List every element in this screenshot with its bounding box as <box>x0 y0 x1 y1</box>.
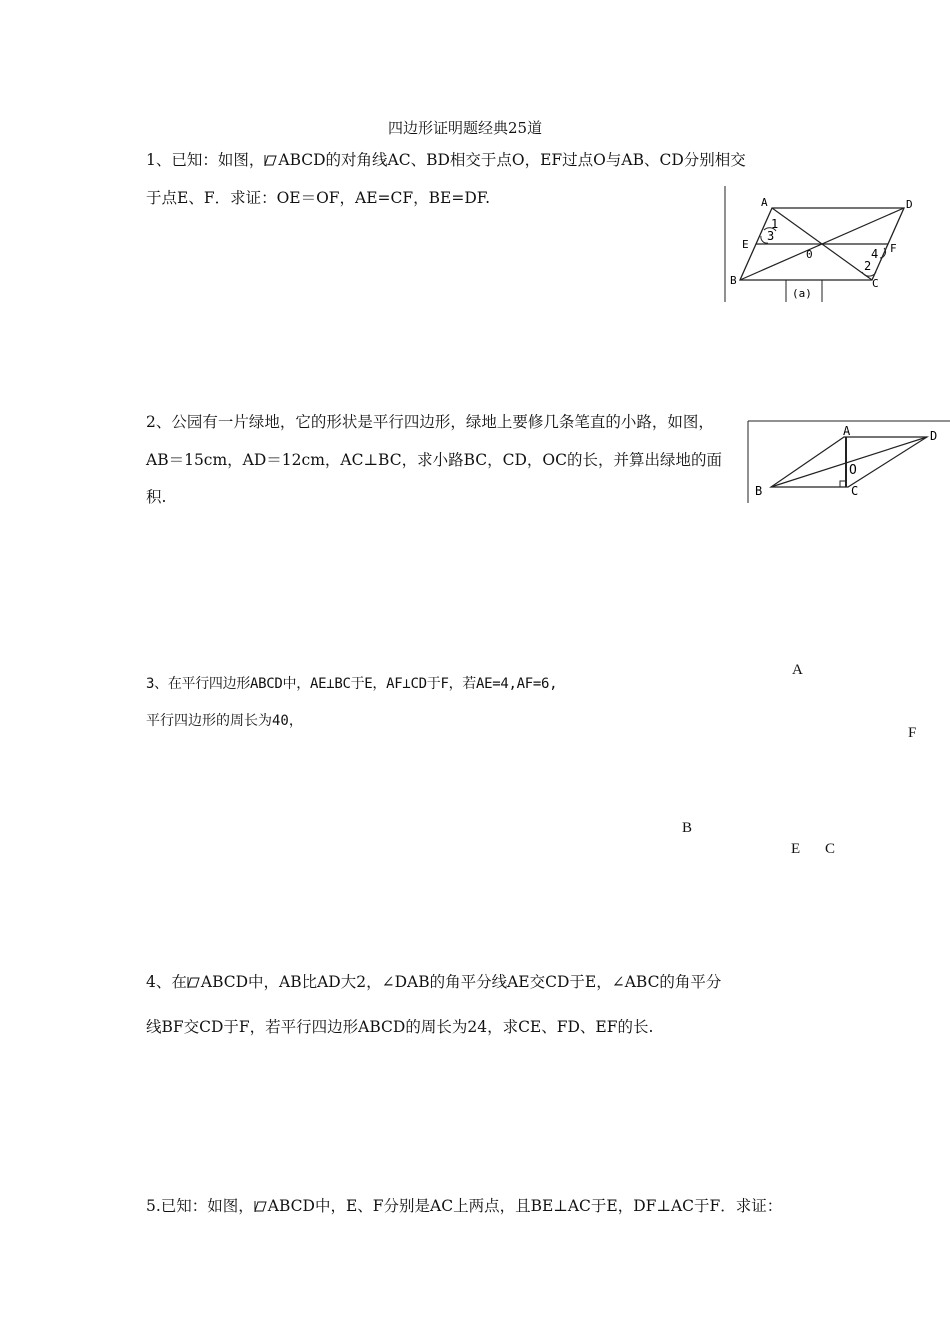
fig1-angle-2: 2 <box>864 259 872 273</box>
fig1-label-B: B <box>730 274 737 287</box>
problem-1-line-2: 于点E、F．求证：OE＝OF，AE=CF，BE=DF. <box>146 189 491 207</box>
figure-2-parallelogram <box>747 419 950 503</box>
parallelogram-icon <box>254 1197 267 1208</box>
fig2-label-A: A <box>843 424 851 438</box>
page-title: 四边形证明题经典25道 <box>388 119 543 137</box>
problem-3-line-2: 平行四边形的周长为40， <box>146 713 303 729</box>
p3-label-E: E <box>791 841 801 857</box>
problem-5-prefix: 5.已知：如图， <box>146 1197 254 1215</box>
fig1-angle-1: 1 <box>771 217 779 231</box>
problem-1-line-1 <box>146 150 746 170</box>
fig2-label-B: B <box>755 484 763 498</box>
problem-3-line-1: 3、在平行四边形ABCD中，AE⊥BC于E，AF⊥CD于F，若AE=4,AF=6, <box>146 676 558 692</box>
problem-4-line-2: 线BF交CD于F，若平行四边形ABCD的周长为24，求CE、FD、EF的长. <box>146 1018 654 1036</box>
figure-1-parallelogram <box>724 186 924 302</box>
fig2-label-D: D <box>930 429 938 443</box>
problem-5-text: ABCD中，E、F分别是AC上两点，且BE⊥AC于E，DF⊥AC于F．求证： <box>267 1197 783 1215</box>
problem-5-line-1 <box>146 1196 782 1216</box>
fig1-caption: (a) <box>792 287 812 300</box>
fig1-label-O: 0 <box>806 248 813 261</box>
fig1-label-F: F <box>890 242 897 255</box>
p3-label-B: B <box>682 820 693 836</box>
fig1-label-C: C <box>872 277 879 290</box>
fig2-label-O: O <box>849 463 857 478</box>
fig1-label-D: D <box>906 198 913 211</box>
fig1-label-A: A <box>761 196 768 209</box>
problem-2-line-2: AB＝15cm，AD＝12cm，AC⊥BC，求小路BC，CD，OC的长，并算出绿地的面 <box>146 451 722 469</box>
fig2-label-C: C <box>851 484 859 498</box>
problem-2-line-1: 2、公园有一片绿地，它的形状是平行四边形，绿地上要修几条笔直的小路，如图， <box>146 413 714 431</box>
fig1-label-E: E <box>742 238 749 251</box>
problem-1-text: ABCD的对角线AC、BD相交于点O，EF过点O与AB、CD分别相交 <box>278 151 746 169</box>
fig1-angle-3: 3 <box>767 229 775 243</box>
problem-4-text: ABCD中，AB比AD大2，∠DAB的角平分线AE交CD于E，∠ABC的角平分 <box>200 973 722 991</box>
parallelogram-icon <box>187 973 200 984</box>
problem-2-line-3: 积. <box>146 488 167 506</box>
problem-4-line-1 <box>146 972 721 992</box>
fig1-angle-4: 4 <box>871 247 879 261</box>
parallelogram-icon <box>264 151 277 162</box>
problem-4-prefix: 4、在 <box>146 973 187 991</box>
p3-label-A: A <box>792 662 803 678</box>
p3-label-F: F <box>908 725 917 741</box>
problem-1-prefix: 1、已知：如图， <box>146 151 265 169</box>
p3-label-C: C <box>825 841 836 857</box>
